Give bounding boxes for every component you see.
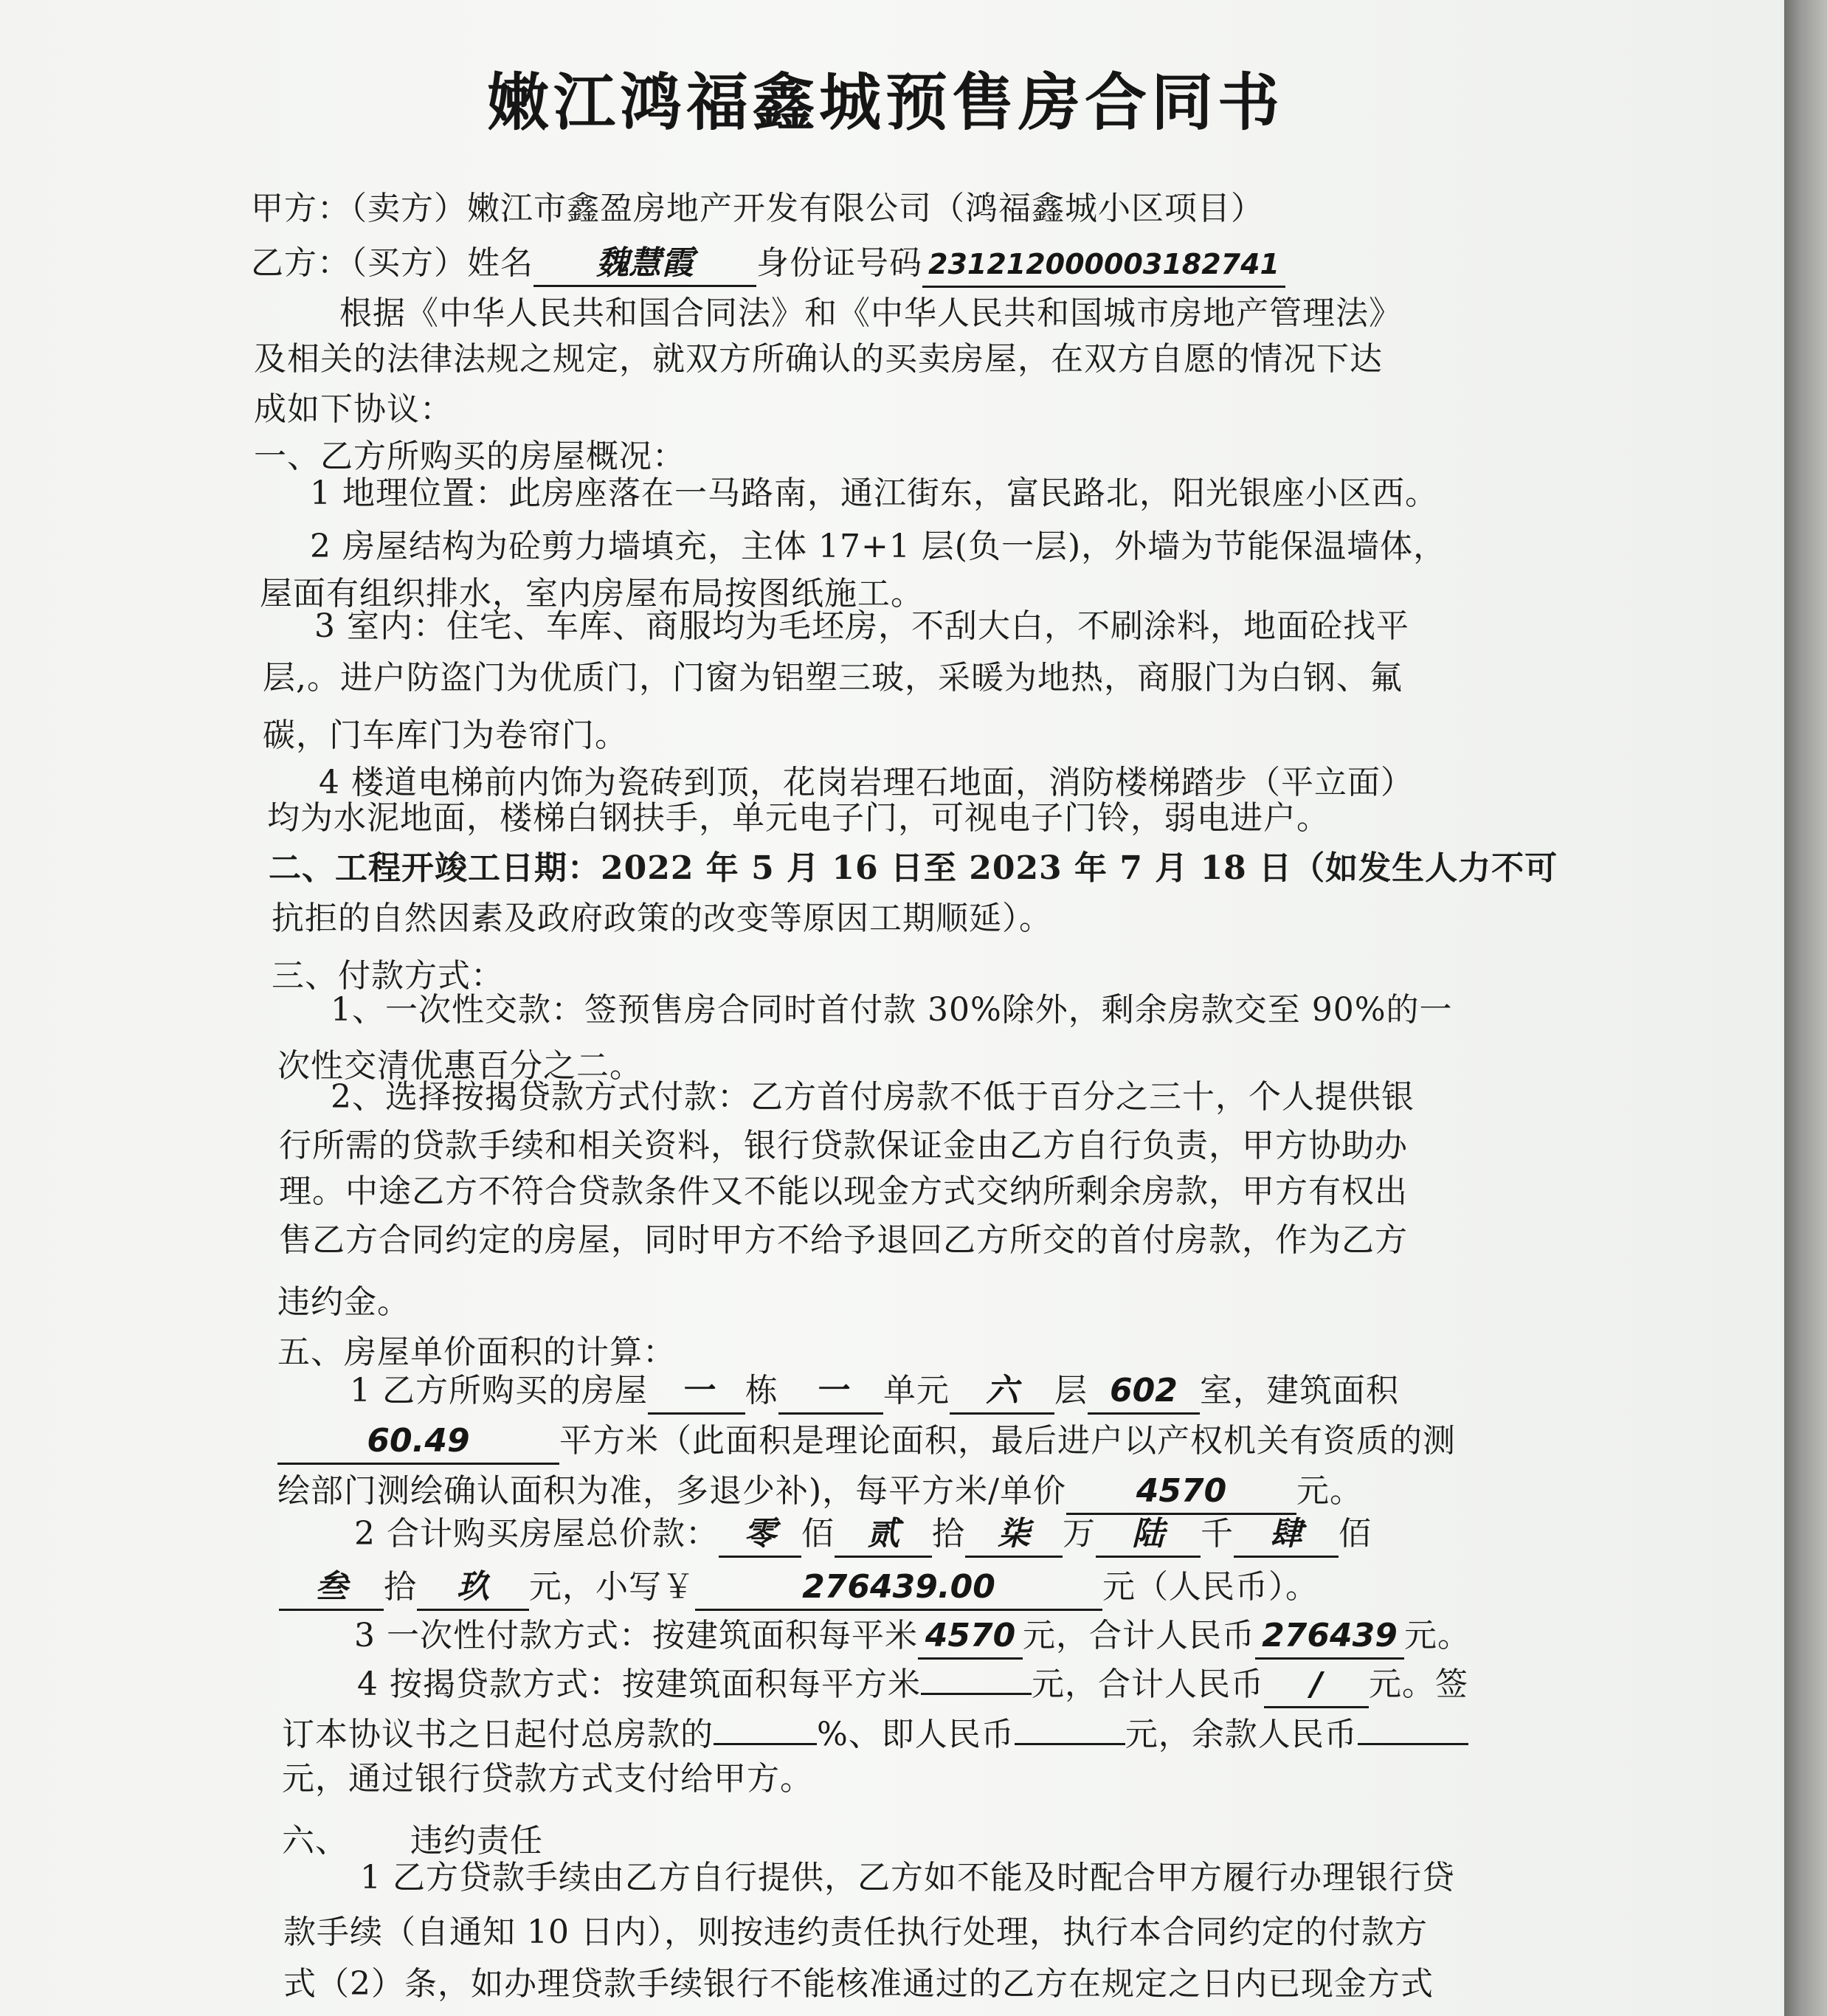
section-6-number: 六、 [282, 1822, 348, 1860]
area-suffix: 平方米（此面积是理论面积，最后进户以产权机关有资质的测 [559, 1422, 1456, 1460]
party-b-line [251, 242, 1285, 288]
item-4-amount-blank [1015, 1711, 1125, 1745]
section-3-line: 1、一次性交款：签预售房合同时首付款 30%除外，剩余房款交至 90%的一 [331, 991, 1453, 1029]
section-5-item-2-line-1 [354, 1513, 1372, 1558]
section-1-line: 4 楼道电梯前内饰为瓷砖到顶，花岗岩理石地面，消防楼梯踏步（平立面） [319, 764, 1414, 801]
currency-suffix: 元（人民币）。 [1102, 1568, 1319, 1606]
item-4-mid-1: 元，合计人民币 [1031, 1665, 1264, 1703]
section-5-item-4-line-2 [282, 1711, 1468, 1756]
item-4-total-slash: / [1264, 1663, 1369, 1708]
section-5-item-2-line-2 [279, 1566, 1319, 1611]
section-1-line: 1 地理位置：此房座落在一马路南，通江街东，富民路北，阳光银座小区西。 [310, 474, 1438, 512]
section-1-line: 屋面有组织排水，室内房屋布局按图纸施工。 [260, 575, 924, 612]
preamble-line-2: 及相关的法律法规之规定，就双方所确认的买卖房屋，在双方自愿的情况下达 [254, 340, 1383, 378]
section-6-line: 款手续（自通知 10 日内），则按违约责任执行处理，执行本合同约定的付款方 [283, 1913, 1428, 1951]
item-4-line-2c: 元，余款人民币 [1125, 1716, 1358, 1753]
section-5-item-1-line-3 [277, 1470, 1363, 1515]
id-number-handwritten: 231212000003182741 [922, 243, 1285, 288]
unit-shi: 拾 [931, 1515, 965, 1553]
section-1-line: 3 室内：住宅、车库、商服均为毛坯房，不刮大白，不刷涂料，地面砼找平 [314, 607, 1409, 645]
party-a-line: 甲方：（卖方）嫩江市鑫盈房地产开发有限公司（鸿福鑫城小区项目） [251, 190, 1264, 227]
section-1-line: 层,。进户防盗门为优质门，门窗为铝塑三玻，采暖为地热，商服门为白钢、氟 [263, 659, 1403, 697]
unit-price-suffix: 元。 [1296, 1472, 1363, 1510]
item-1-prefix: 1 乙方所购买的房屋 [350, 1372, 648, 1409]
section-3-line: 次性交清优惠百分之二。 [277, 1047, 643, 1085]
item-4-line-2b: %、即人民币 [817, 1716, 1015, 1753]
section-2-line: 抗拒的自然因素及政府政策的改变等原因工期顺延）。 [272, 900, 1052, 937]
item-4-percent-blank [714, 1711, 817, 1745]
section-2-line: 二、工程开竣工日期：2022 年 5 月 16 日至 2023 年 7 月 18 日（如发生人力不可 [269, 849, 1558, 887]
section-5-heading: 五、房屋单价面积的计算： [277, 1333, 676, 1371]
digit-shi-wan-handwritten: 贰 [835, 1513, 932, 1558]
item-4-line-2a: 订本协议书之日起付总房款的 [282, 1716, 714, 1753]
section-6-line: 1 乙方贷款手续由乙方自行提供，乙方如不能及时配合甲方履行办理银行贷 [360, 1859, 1455, 1896]
section-1-line: 碳，门车库门为卷帘门。 [263, 717, 628, 754]
building-number-handwritten: 一 [648, 1370, 745, 1415]
unit-price-label: 绘部门测绘确认面积为准，多退少补)，每平方米/单价 [277, 1472, 1066, 1510]
area-handwritten: 60.49 [277, 1420, 559, 1465]
item-3-suffix: 元。 [1403, 1617, 1471, 1654]
item-4-prefix: 4 按揭贷款方式：按建筑面积每平方米 [357, 1665, 921, 1703]
section-5-item-3 [354, 1615, 1471, 1660]
digit-bai-handwritten: 肆 [1234, 1513, 1339, 1558]
digit-bai-wan-handwritten: 零 [719, 1513, 801, 1558]
section-6-title: 违约责任 [410, 1822, 543, 1860]
unit-wan: 万 [1062, 1515, 1096, 1553]
section-3-line: 售乙方合同约定的房屋，同时甲方不给予退回乙方所交的首付房款，作为乙方 [279, 1221, 1408, 1259]
buyer-name-handwritten: 魏慧霞 [533, 242, 756, 287]
section-1-heading: 一、乙方所购买的房屋概况： [254, 438, 685, 475]
paper-edge-shadow [1784, 0, 1827, 2016]
small-amount-label: 元，小写￥ [529, 1568, 695, 1606]
id-label: 身份证号码 [756, 244, 922, 282]
section-5-item-4-line-3: 元，通过银行贷款方式支付给甲方。 [282, 1760, 813, 1798]
item-4-balance-blank [1358, 1711, 1468, 1745]
item-3-prefix: 3 一次性付款方式：按建筑面积每平米 [354, 1617, 918, 1654]
section-3-heading: 三、付款方式： [272, 957, 504, 995]
section-3-line: 违约金。 [277, 1283, 410, 1321]
section-3-line: 2、选择按揭贷款方式付款：乙方首付房款不低于百分之三十，个人提供银 [331, 1078, 1415, 1116]
unit-bai: 佰 [801, 1515, 835, 1553]
item-3-price-handwritten: 4570 [918, 1615, 1023, 1660]
section-5-item-4-line-1 [357, 1660, 1468, 1708]
document-title: 嫩江鸿福鑫城预售房合同书 [486, 66, 1284, 139]
section-3-line: 行所需的贷款手续和相关资料，银行贷款保证金由乙方自行负责，甲方协助办 [279, 1127, 1408, 1164]
section-6-line: 式（2）条，如办理贷款手续银行不能核准通过的乙方在规定之日内已现金方式 [283, 1965, 1434, 2003]
digit-yuan-handwritten: 玖 [417, 1566, 529, 1611]
room-number-handwritten: 602 [1088, 1370, 1200, 1415]
preamble-line-1: 根据《中华人民共和国合同法》和《中华人民共和国城市房地产管理法》 [339, 294, 1402, 332]
small-amount-handwritten: 276439.00 [695, 1566, 1102, 1611]
preamble-line-3: 成如下协议： [254, 390, 453, 428]
section-5-item-1-line-2 [277, 1420, 1456, 1465]
digit-wan-handwritten: 柒 [965, 1513, 1063, 1558]
section-3-line: 理。中途乙方不符合贷款条件又不能以现金方式交纳所剩余房款，甲方有权出 [279, 1173, 1408, 1210]
digit-shi-handwritten: 叁 [279, 1566, 384, 1611]
floor-number-handwritten: 六 [950, 1370, 1054, 1415]
unit-price-handwritten: 4570 [1066, 1470, 1296, 1515]
item-4-mid-2: 元。签 [1368, 1665, 1468, 1703]
section-1-line: 均为水泥地面，楼梯白钢扶手，单元电子门，可视电子门铃，弱电进户。 [267, 799, 1330, 837]
room-label: 室，建筑面积 [1199, 1372, 1399, 1409]
item-4-price-blank [921, 1660, 1032, 1695]
unit-number-handwritten: 一 [778, 1370, 883, 1415]
total-price-label: 2 合计购买房屋总价款： [354, 1515, 719, 1553]
section-1-line: 2 房屋结构为砼剪力墙填充，主体 17+1 层(负一层)，外墙为节能保温墙体， [310, 528, 1447, 565]
unit-shi-2: 拾 [384, 1568, 417, 1606]
unit-qian: 千 [1200, 1515, 1234, 1553]
item-3-total-handwritten: 276439 [1255, 1615, 1404, 1660]
unit-label: 单元 [883, 1372, 950, 1409]
digit-qian-handwritten: 陆 [1096, 1513, 1201, 1558]
item-3-mid: 元，合计人民币 [1022, 1617, 1255, 1654]
section-5-item-1-line-1 [350, 1370, 1399, 1415]
unit-bai-2: 佰 [1338, 1515, 1372, 1553]
party-b-prefix: 乙方：（买方）姓名 [251, 244, 533, 282]
floor-label: 层 [1054, 1372, 1088, 1409]
building-label: 栋 [745, 1372, 778, 1409]
